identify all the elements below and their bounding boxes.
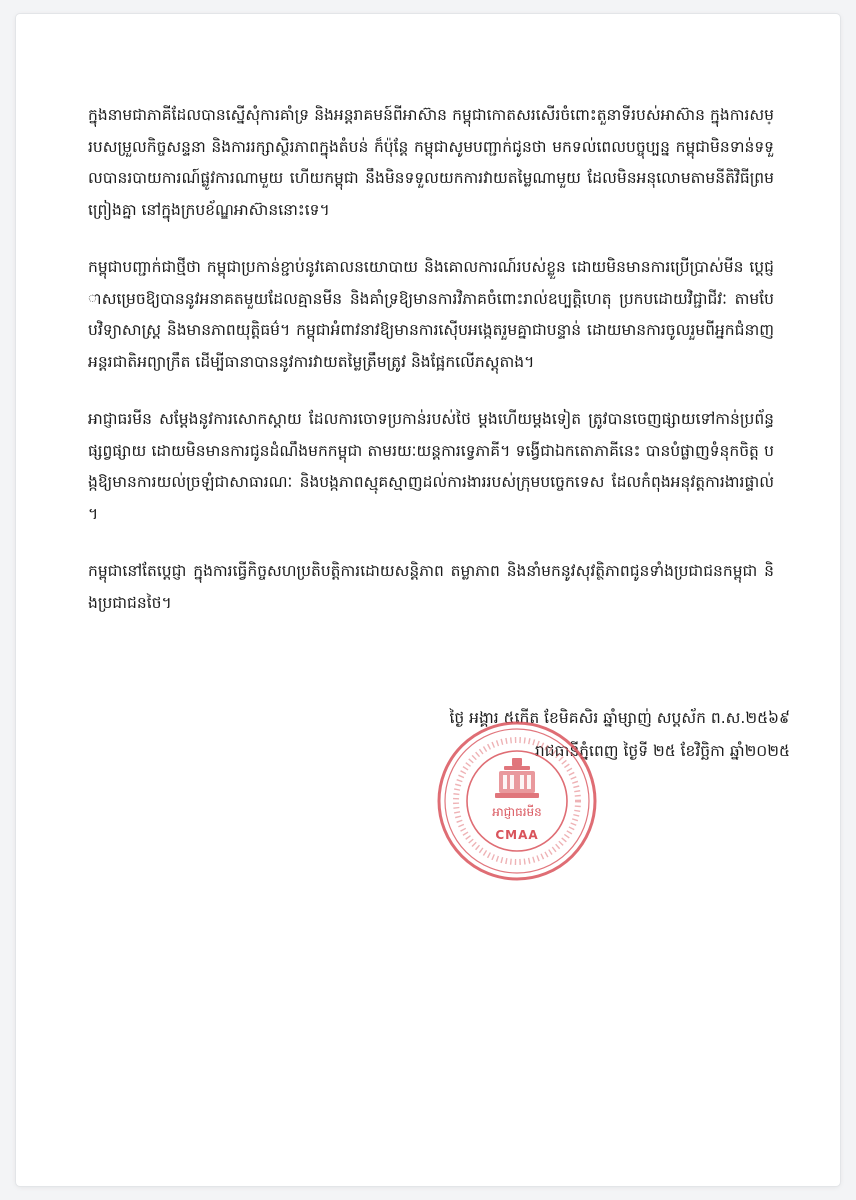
paragraph-commitment: កម្ពុជានៅតែប្តេជ្ញា ក្នុងការធ្វើកិច្ចសហប្រតិបត្តិការដោយសន្តិភាព តម្លាភាព និងនាំមកនូវសុវត្ថិភាពជូនទាំងប្រជាជនកម្ពុជា និងប្រជាជនថៃ។ (88, 562, 774, 612)
seal-abbreviation: CMAA (495, 828, 539, 842)
document-page (16, 14, 840, 1186)
lunar-date: ថ្ងៃ អង្គារ ៥កើត ខែមិគសិរ ឆ្នាំម្សាញ់ សប្តស័ក ព.ស.២៥៦៩ (449, 709, 790, 727)
place-date: រាជធានីភ្នំពេញ ថ្ងៃទី ២៥ ខែវិច្ឆិកា ឆ្នាំ២០២៥ (534, 742, 790, 760)
official-seal-icon (436, 720, 598, 882)
statement-body (88, 100, 774, 645)
seal-inner-text: អាជ្ញាធរមីន (492, 805, 542, 819)
paragraph-mine-policy: កម្ពុជាបញ្ជាក់ជាថ្មីថា កម្ពុជាប្រកាន់ខ្ជាប់នូវគោលនយោបាយ និងគោលការណ៍របស់ខ្លួន ដោយមិនមានការប្រើប្រាស់មីន ប្តេជ្ញាសម្រេចឱ្យបាននូវអនាគតមួយដែលគ្មានមីន និងគាំទ្រឱ្យមានការវិភាគចំពោះរាល់ឧប្បត្តិហេតុ ប្រកបដោយវិជ្ជាជីវៈ តាមបែបវិទ្យាសាស្ត្រ និងមានភាពយុត្តិធម៌។ កម្ពុជាអំពាវនាវឱ្យមានការស៊ើបអង្កេតរួមគ្នាជាបន្ទាន់ ដោយមានការចូលរួមពីអ្នកជំនាញអន្តរជាតិអព្យាក្រឹត ដើម្បីធានាបាននូវការវាយតម្លៃត្រឹមត្រូវ និងផ្អែកលើភស្តុតាង។ (88, 258, 774, 371)
paragraph-asean-role: ក្នុងនាមជាភាគីដែលបានស្នើសុំការគាំទ្រ និងអន្តរាគមន៍ពីអាស៊ាន កម្ពុជាកោតសរសើរចំពោះតួនាទីរបស់អាស៊ាន ក្នុងការសម្របសម្រួលកិច្ចសន្ទនា និងការរក្សាស្ថិរភាពក្នុងតំបន់ ក៏ប៉ុន្តែ កម្ពុជាសូមបញ្ជាក់ជូនថា មកទល់ពេលបច្ចុប្បន្ន កម្ពុជាមិនទាន់ទទួលបានរបាយការណ៍ផ្លូវការណាមួយ ហើយកម្ពុជា នឹងមិនទទួលយកការវាយតម្លៃណាមួយ ដែលមិនអនុលោមតាមនីតិវិធីព្រមព្រៀងគ្នា នៅក្នុងក្របខ័ណ្ឌអាស៊ាននោះទេ។ (88, 106, 774, 219)
paragraph-regret-accusations: អាជ្ញាធរមីន សម្តែងនូវការសោកស្តាយ ដែលការចោទប្រកាន់របស់ថៃ ម្តងហើយម្តងទៀត ត្រូវបានចេញផ្សាយទៅកាន់ប្រព័ន្ធផ្សព្វផ្សាយ ដោយមិនមានការជូនដំណឹងមកកម្ពុជា តាមរយៈយន្តការទ្វេភាគី។ ទង្វើជាឯកតោភាគីនេះ បានបំផ្លាញទំនុកចិត្ត បង្កឱ្យមានការយល់ច្រឡំជាសាធារណៈ និងបង្កភាពស្មុគស្មាញដល់ការងាររបស់ក្រុមបច្ចេកទេស ដែលកំពុងអនុវត្តការងារផ្ទាល់។ (88, 410, 774, 523)
